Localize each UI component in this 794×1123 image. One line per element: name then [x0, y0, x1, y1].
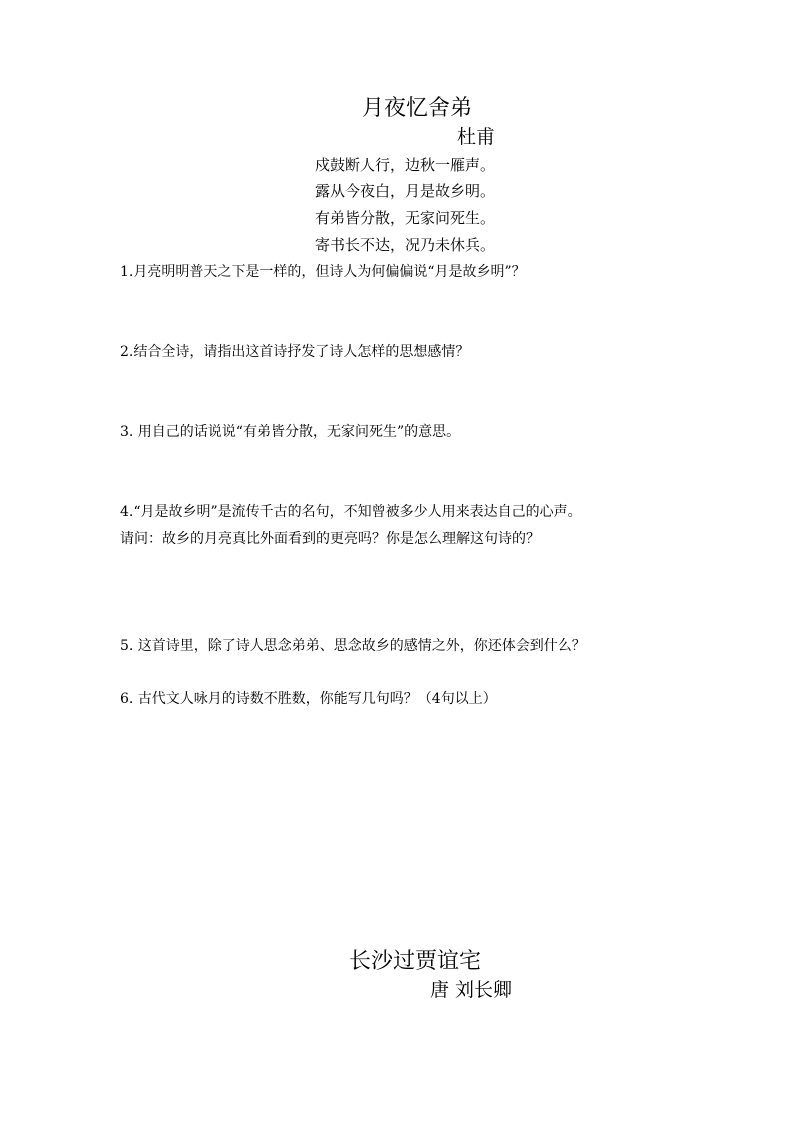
poem1-line-3: 有弟皆分散，无家问死生。	[315, 209, 496, 227]
poem2-title: 长沙过贾谊宅	[349, 949, 482, 974]
poem1-line-2: 露从今夜白，月是故乡明。	[315, 182, 496, 200]
poem1-line-1: 戍鼓断人行，边秋一雁声。	[315, 156, 496, 174]
question-2: 2.结合全诗，请指出这首诗抒发了诗人怎样的思想感情？	[120, 344, 470, 360]
poem1-title: 月夜忆舍弟	[362, 96, 473, 121]
poem1-author: 杜甫	[457, 126, 496, 148]
poem1-line-4: 寄书长不达，况乃未休兵。	[315, 236, 496, 254]
question-5: 5. 这首诗里，除了诗人思念弟弟、思念故乡的感情之外，你还体会到什么？	[120, 638, 586, 654]
poem2-author: 唐 刘长卿	[430, 979, 513, 1001]
question-4: 4.“月是故乡明”是流传千古的名句，不知曾被多少人用来表达自己的心声。	[120, 504, 582, 520]
question-4-continued: 请问：故乡的月亮真比外面看到的更亮吗？你是怎么理解这句诗的？	[120, 531, 540, 547]
question-6: 6. 古代文人咏月的诗数不胜数，你能写几句吗？（4句以上）	[120, 691, 497, 707]
question-3: 3. 用自己的话说说“有弟皆分散，无家问死生”的意思。	[120, 424, 461, 440]
question-1: 1.月亮明明普天之下是一样的，但诗人为何偏偏说“月是故乡明”？	[120, 264, 526, 280]
